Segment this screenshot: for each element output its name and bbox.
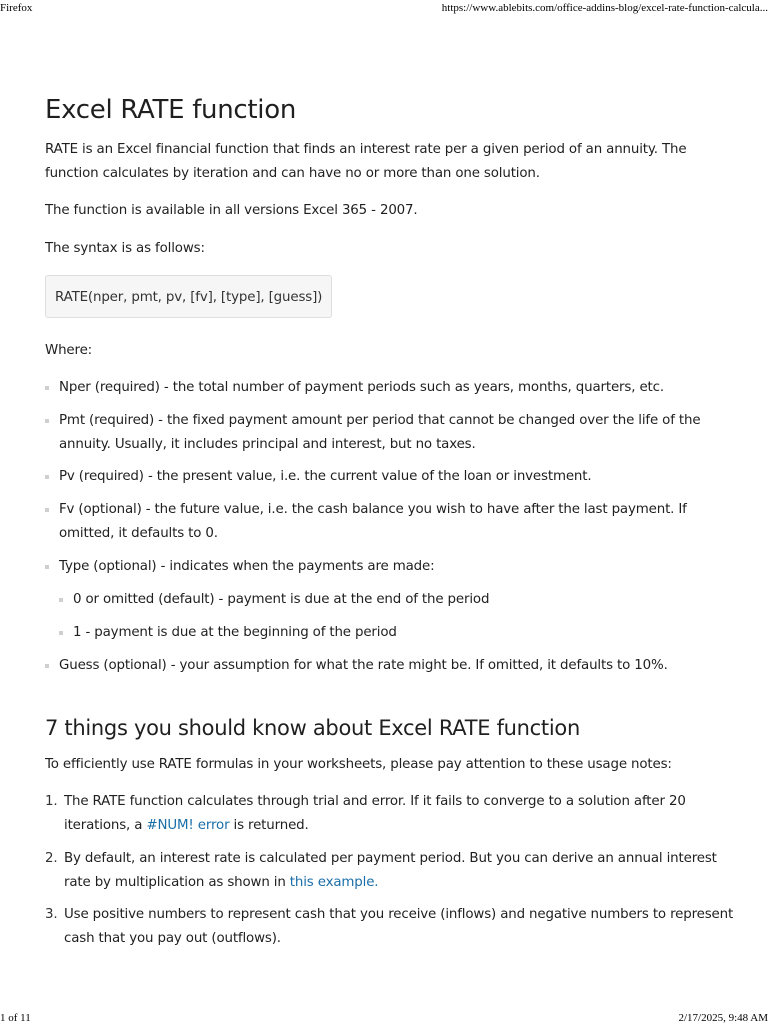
num-error-link[interactable]: #NUM! error [146, 817, 230, 833]
list-item [45, 376, 735, 400]
list-item [45, 465, 735, 489]
page-url: https://www.ablebits.com/office-addins-blog/excel-rate-function-calcula... [441, 2, 768, 14]
note-text-tail: is returned. [229, 817, 309, 833]
list-item [45, 498, 735, 545]
page-title: Excel RATE function [45, 95, 296, 125]
bullet-icon [45, 508, 49, 512]
notes-list [45, 790, 735, 837]
list-item [59, 588, 735, 612]
arg-fv: Fv (optional) - the future value, i.e. the cash balance you wish to have after the last payment. If omitted, it defaults to 0. [59, 502, 687, 541]
type-option-0: 0 or omitted (default) - payment is due at the end of the period [73, 592, 490, 607]
arguments-list-3 [45, 465, 735, 489]
list-item [45, 555, 735, 579]
page-counter: 1 of 11 [0, 1012, 31, 1024]
list-number: 1. [45, 794, 58, 809]
notes-list-3 [45, 903, 735, 950]
bullet-icon [45, 565, 49, 569]
list-item [45, 654, 735, 678]
section-heading: 7 things you should know about Excel RATE function [45, 716, 580, 740]
arg-nper: Nper (required) - the total number of payment periods such as years, months, quarters, etc. [59, 380, 664, 395]
list-item [45, 409, 735, 456]
type-options-list [59, 588, 735, 612]
print-header [0, 1, 768, 15]
this-example-link[interactable]: this example. [289, 874, 379, 890]
arguments-list-5 [45, 555, 735, 579]
arg-pv: Pv (required) - the present value, i.e. the current value of the loan or investment. [59, 469, 592, 484]
bullet-icon [45, 475, 49, 479]
bullet-icon [59, 631, 63, 635]
arguments-list [45, 376, 735, 400]
section-intro: To efficiently use RATE formulas in your worksheets, please pay attention to these usage notes: [45, 757, 672, 772]
bullet-icon [45, 386, 49, 390]
type-options-list-2 [59, 621, 735, 645]
bullet-icon [45, 419, 49, 423]
bullet-icon [45, 664, 49, 668]
type-option-1: 1 - payment is due at the beginning of the period [73, 625, 397, 640]
browser-name: Firefox [0, 2, 33, 14]
note-text: By default, an interest rate is calculated per payment period. But you can derive an annual interest rate by multiplication as shown in [64, 851, 717, 890]
list-item [45, 847, 735, 894]
note-text: Use positive numbers to represent cash that you receive (inflows) and negative numbers to represent cash that you pay out (outflows). [64, 907, 734, 946]
list-number: 2. [45, 851, 58, 866]
list-item [59, 621, 735, 645]
list-number: 3. [45, 907, 58, 922]
arg-guess: Guess (optional) - your assumption for what the rate might be. If omitted, it defaults to 10%. [59, 658, 668, 673]
print-timestamp: 2/17/2025, 9:48 AM [678, 1012, 768, 1024]
print-footer [0, 1011, 768, 1024]
syntax-intro: The syntax is as follows: [45, 241, 205, 256]
arg-type: Type (optional) - indicates when the payments are made: [59, 559, 435, 574]
syntax-code-block: RATE(nper, pmt, pv, [fv], [type], [guess]) [45, 275, 332, 318]
arguments-list-6 [45, 654, 735, 678]
availability-paragraph: The function is available in all versions Excel 365 - 2007. [45, 203, 418, 218]
note-text: The RATE function calculates through trial and error. If it fails to converge to a solution after 20 iterations, a [64, 794, 686, 833]
arguments-list-2 [45, 409, 735, 456]
arg-pmt: Pmt (required) - the fixed payment amount per period that cannot be changed over the life of the annuity. Usually, it includes principal and interest, but no taxes. [59, 413, 701, 452]
bullet-icon [59, 598, 63, 602]
where-label: Where: [45, 343, 93, 358]
intro-paragraph: RATE is an Excel financial function that finds an interest rate per a given period of an annuity. The function calculates by iteration and can have no or more than one solution. [45, 142, 687, 181]
arguments-list-4 [45, 498, 735, 545]
list-item [45, 790, 735, 837]
list-item [45, 903, 735, 950]
notes-list-2 [45, 847, 735, 894]
